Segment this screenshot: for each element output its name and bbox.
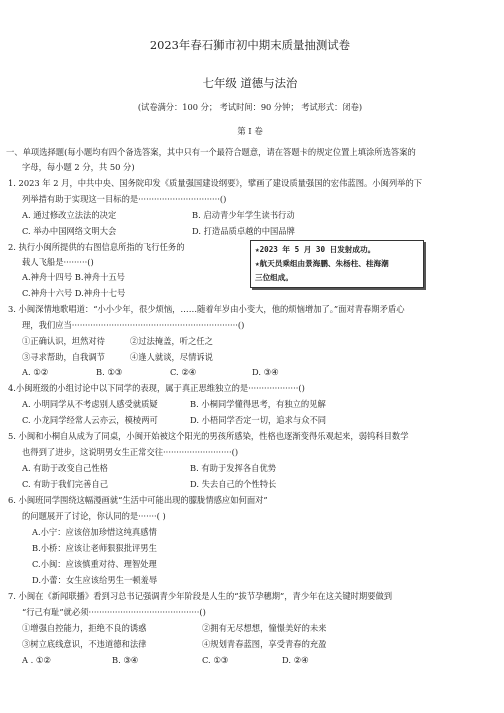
q2-stem-line2: 载人飞船是·········()	[22, 257, 94, 267]
q6-option-a: A.小宁：应该倍加珍惜这纯真感情	[32, 527, 157, 537]
exam-meta: (试卷满分：100 分； 考试时间：90 分钟； 考试形式：闭卷)	[137, 102, 363, 112]
q3-stem-line2: 理，我们应当·······························································()	[22, 320, 245, 330]
q4-option-b: B. 小桐同学懂得思考，有独立的见解	[190, 399, 326, 409]
q1-stem-line1: 1. 2023 年 2 月，中共中央、国务院印发《质量强国建设纲要》，擘画了建设质量强国的宏伟蓝图。小闽列举的下	[8, 178, 423, 188]
q1-stem-line2: 列举措有助于实现这一目标的是·······························()	[22, 194, 227, 204]
q5-option-c: C. 有助于我们完善自己	[22, 479, 108, 489]
q7-option-a: A . ①②	[22, 655, 51, 665]
q2-info-line3: 三位组成。	[255, 273, 293, 282]
q2-options-ab: A.神舟十四号 B.神舟十五号	[22, 272, 125, 282]
q3-statement-2: ②过法掩盖，听之任之	[130, 336, 213, 346]
q5-stem-line1: 5. 小闽和小桐自从成为了同桌，小闽开始被这个阳光的男孩所感染，性格也逐渐变得乐观起来，弱钨科目数学	[8, 431, 409, 441]
q1-option-c: C. 举办中国网络文明大会	[22, 226, 117, 236]
q2-info-box	[250, 240, 424, 288]
q6-option-d: D.小蕾：女生应该给男生一顿羞辱	[32, 575, 158, 585]
q3-statement-3: ③寻求帮助，自我调节	[22, 352, 105, 362]
q5-option-d: D. 失去自己的个性特长	[190, 479, 277, 489]
exam-title: 2023年春石狮市初中期末质量抽测试卷	[149, 38, 351, 52]
q7-option-d: D. ②④	[282, 655, 309, 665]
q3-option-b: B. ①③	[96, 367, 123, 377]
q7-statement-3: ③树立底线意识，不违道德和法律	[22, 639, 147, 649]
q5-option-a: A. 有助于改变自己性格	[22, 463, 108, 473]
q6-option-c: C.小闽：应该慎重对待、理智处理	[32, 559, 157, 569]
q1-option-a: A. 通过修改立法法的决定	[22, 210, 117, 220]
q7-option-b: B. ③④	[112, 655, 139, 665]
q3-option-d: D. ③④	[252, 367, 279, 377]
q7-stem-line2: “行己有耻”就必须··········································()	[22, 607, 206, 617]
q3-option-c: C. ②④	[170, 367, 197, 377]
q4-option-d: D. 小梧同学否定一切，追求与众不同	[190, 415, 327, 425]
q5-option-b: B. 有助于发挥各自优势	[190, 463, 277, 473]
q6-stem-line1: 6. 小闽班同学围绕这幅漫画就“生活中可能出现的朦胧情感应如何面对”	[8, 495, 268, 505]
q5-stem-line2: 也得到了进步，这说明男女生正常交往··························()	[22, 447, 239, 457]
q4-option-c: C. 小龙同学经常人云亦云，模棱两可	[22, 415, 158, 425]
q4-option-a: A. 小明同学从不考虑别人感受就质疑	[22, 399, 158, 409]
q2-info-line2: ★航天员乘组由景海鹏、朱杨柱、桂海潮	[255, 259, 389, 268]
q3-statement-1: ①正确认识，坦然对待	[22, 336, 105, 346]
q2-options-cd: C.神舟十六号 D.神舟十七号	[22, 288, 126, 298]
q3-option-a: A. ①②	[22, 367, 49, 377]
q7-statement-4: ④规划青春蓝图，享受青春的充盈	[202, 639, 327, 649]
section-instructions-line2: 字母，每小题 2 分，共 50 分)	[22, 162, 135, 172]
q7-statement-2: ②拥有无尽想想，憧憬美好的未来	[202, 623, 327, 633]
q7-option-c: C. ①③	[202, 655, 229, 665]
q3-stem-line1: 3. 小闽深情地歌唱道：“小小少年，很少烦恼，……随着年岁由小变大，他的烦恼增加了。”面对青春期矛盾心	[8, 304, 405, 314]
q6-stem-line2: 的问题展开了讨论，你认同的是·······( )	[22, 511, 166, 521]
volume-label: 第 I 卷	[237, 127, 263, 137]
q2-info-line1: ★2023 年 5 月 30 日发射成功。	[255, 245, 376, 254]
q1-option-b: B. 启动青少年学生读书行动	[192, 210, 295, 220]
q2-stem-line1: 2. 执行小闽所提供的右图信息所指的飞行任务的	[8, 242, 185, 252]
exam-subtitle: 七年级 道德与法治	[202, 76, 298, 90]
section-instructions-line1: 一、单项选择题(每小题均有四个备选答案，其中只有一个最符合题意，请在答题卡的规定位置上填涂所选答案的	[6, 147, 416, 157]
q7-statement-1: ①增强自控能力，拒绝不良的诱惑	[22, 623, 147, 633]
q1-option-d: D. 打造品质卓越的中国品牌	[192, 226, 295, 236]
q3-statement-4: ④逢人就谈，尽情诉说	[130, 352, 213, 362]
q4-stem: 4.小闽班级的小组讨论中以下同学的表现，属于真正思维独立的是···················()	[8, 383, 305, 393]
q6-option-b: B.小桥：应该让老师狠狠批评男生	[32, 543, 157, 553]
q7-stem-line1: 7. 小闽在《新闻联播》看到习总书记强调青少年阶段是人生的“拔节孕穗期”，青少年在这关键时期要做到	[8, 591, 393, 601]
